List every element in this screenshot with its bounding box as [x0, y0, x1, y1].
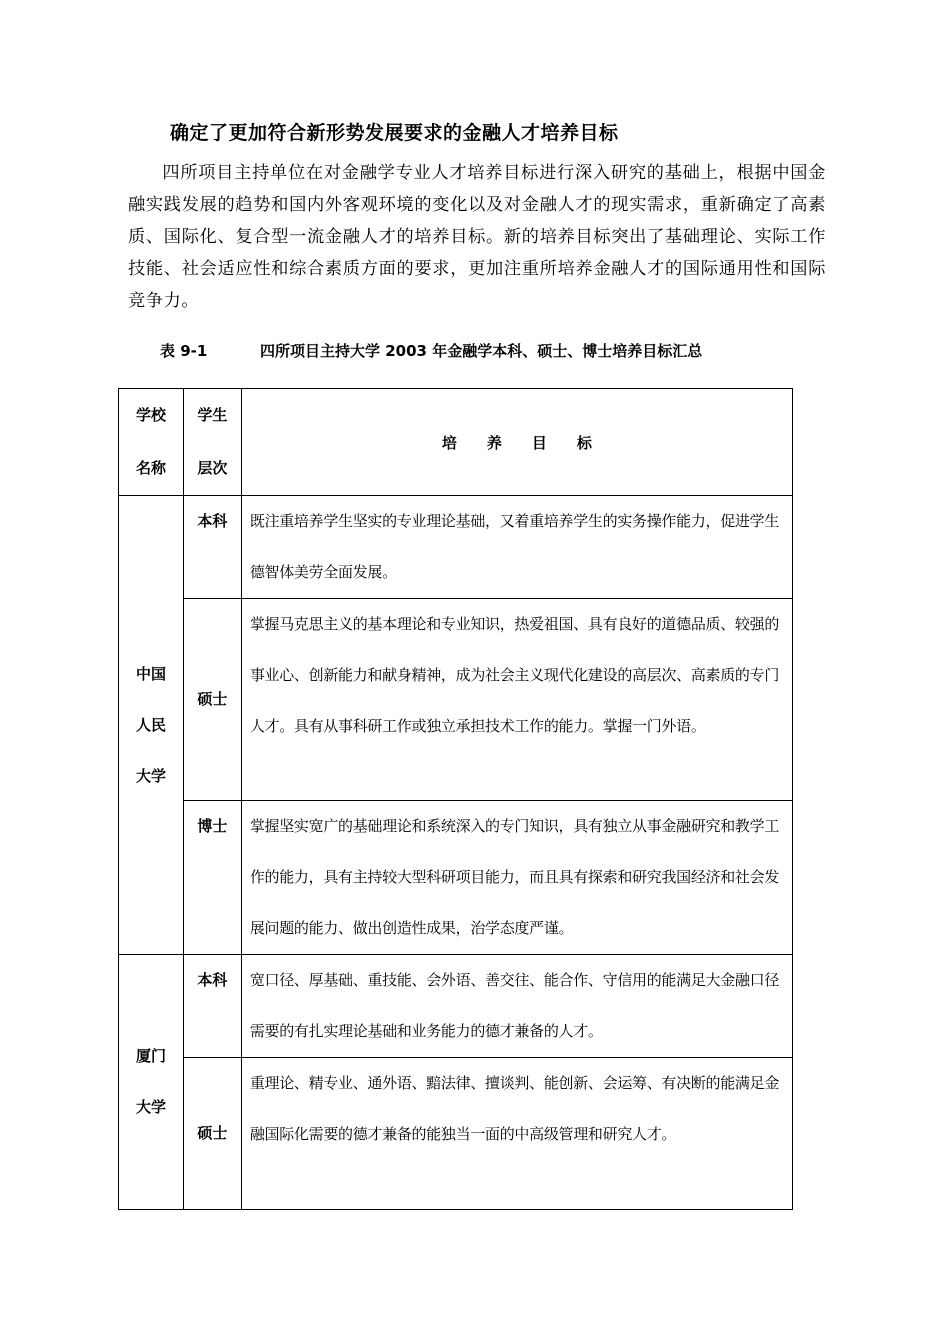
goal-cell: 既注重培养学生坚实的专业理论基础，又着重培养学生的实务操作能力，促进学生德智体美劳全面发展。 [241, 496, 792, 599]
table-row [119, 1058, 793, 1210]
section-heading: 确定了更加符合新形势发展要求的金融人才培养目标 [170, 122, 619, 144]
level-cell: 本科 [183, 955, 241, 1058]
body-paragraph: 四所项目主持单位在对金融学专业人才培养目标进行深入研究的基础上，根据中国金融实践发展的趋势和国内外客观环境的变化以及对金融人才的现实需求，重新确定了高素质、国际化、复合型一流金融人才的培养目标。新的培养目标突出了基础理论、实际工作技能、社会适应性和综合素质方面的要求，更加注重所培养金融人才的国际通用性和国际竞争力。 [128, 163, 826, 311]
table-header-row [119, 389, 793, 496]
table-caption-number: 表 9-1 [160, 342, 208, 360]
table-caption-title: 四所项目主持大学 2003 年金融学本科、硕士、博士培养目标汇总 [260, 342, 703, 360]
header-student-level [183, 389, 241, 496]
training-goals-table [118, 388, 793, 1210]
level-cell: 博士 [183, 801, 241, 955]
header-level-line1: 学生 [197, 406, 228, 424]
goal-cell: 掌握马克思主义的基本理论和专业知识，热爱祖国、具有良好的道德品质、较强的事业心、创新能力和献身精神，成为社会主义现代化建设的高层次、高素质的专门人才。具有从事科研工作或独立承担技术工作的能力。掌握一门外语。 [241, 599, 792, 801]
level-cell: 本科 [183, 496, 241, 599]
header-school-name [119, 389, 184, 496]
table-row [119, 801, 793, 955]
school-name-line: 大学 [135, 766, 166, 785]
goal-cell: 宽口径、厚基础、重技能、会外语、善交往、能合作、守信用的能满足大金融口径需要的有扎实理论基础和业务能力的德才兼备的人才。 [241, 955, 792, 1058]
school-name-line: 人民 [135, 715, 166, 734]
school-name-cell [119, 496, 184, 955]
header-level-line2: 层次 [197, 459, 228, 477]
header-training-goal: 培养目标 [241, 389, 792, 496]
header-school-line2: 名称 [135, 459, 166, 477]
school-name-line: 中国 [135, 664, 166, 683]
goal-cell: 重理论、精专业、通外语、黯法律、擅谈判、能创新、会运筹、有决断的能满足金融国际化需要的德才兼备的能独当一面的中高级管理和研究人才。 [241, 1058, 792, 1210]
header-school-line1: 学校 [135, 406, 166, 424]
school-name-cell [119, 955, 184, 1210]
table-row [119, 599, 793, 801]
school-name-line: 厦门 [135, 1047, 166, 1065]
level-cell: 硕士 [183, 599, 241, 801]
level-cell: 硕士 [183, 1058, 241, 1210]
table-row [119, 496, 793, 599]
goal-cell: 掌握坚实宽广的基础理论和系统深入的专门知识，具有独立从事金融研究和教学工作的能力，具有主持较大型科研项目能力，而且具有探索和研究我国经济和社会发展问题的能力、做出创造性成果，治学态度严谨。 [241, 801, 792, 955]
school-name-line: 大学 [135, 1098, 166, 1116]
table-row [119, 955, 793, 1058]
